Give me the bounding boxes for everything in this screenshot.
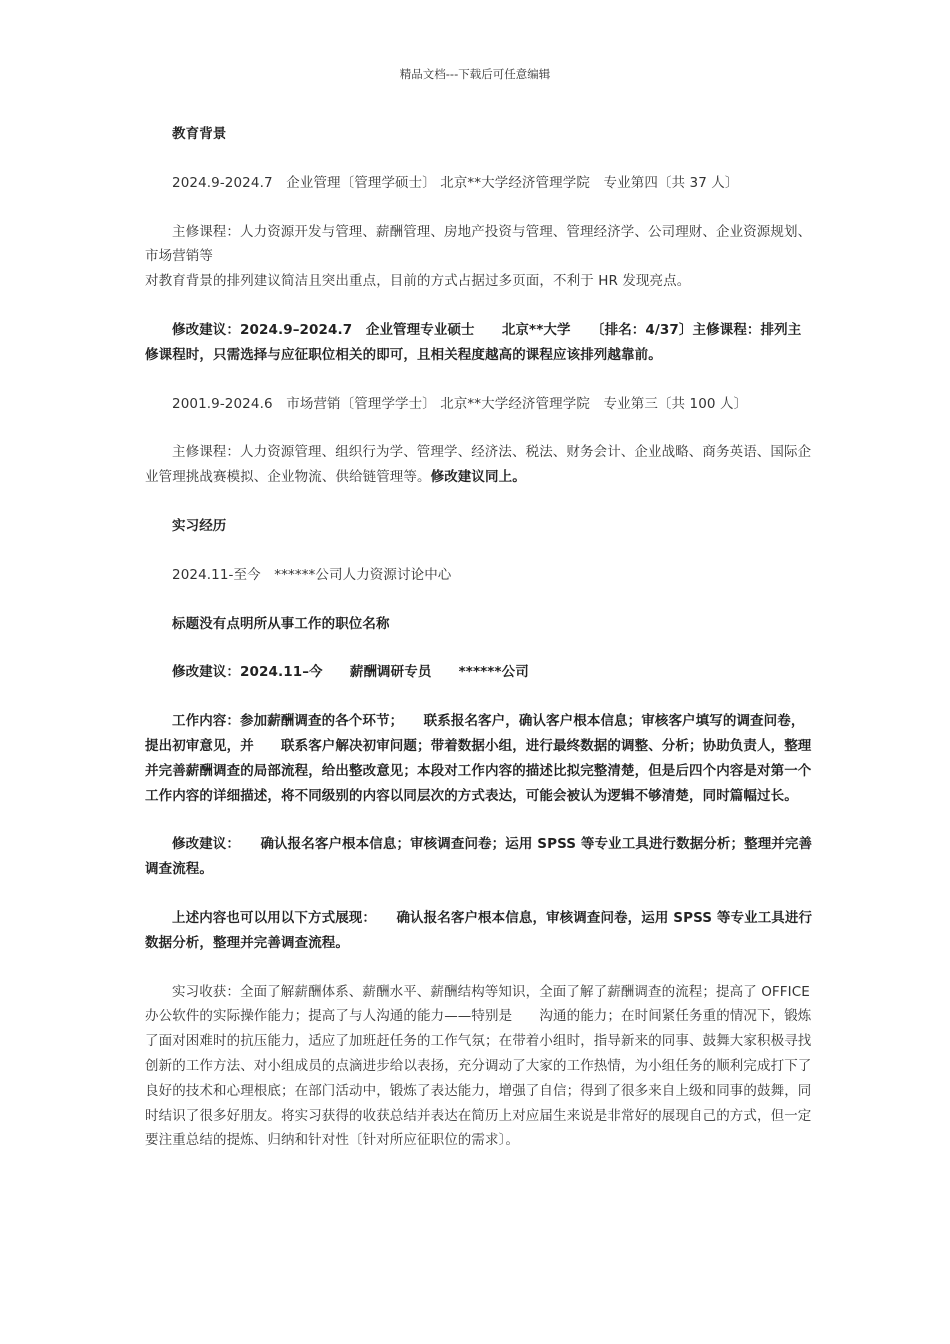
work-alternative: 上述内容也可以用以下方式展现： 确认报名客户根本信息，审核调查问卷，运用 SPSS 等专业工具进行数据分析，整理并完善调查流程。 <box>145 909 813 951</box>
education-comment-1: 对教育背景的排列建议简洁且突出重点，目前的方式占据过多页面，不利于 HR 发现亮点。 <box>145 273 691 290</box>
education-entry-1: 2024.9-2024.7 企业管理〔管理学硕士〕 北京**大学经济管理学院 专业第四〔共 37 人〕 <box>172 174 739 191</box>
work-suggestion: 修改建议： 确认报名客户根本信息；审核调查问卷；运用 SPSS 等专业工具进行数据分析；整理并完善调查流程。 <box>145 836 813 878</box>
education-courses-1: 主修课程：人力资源开发与管理、薪酬管理、房地产投资与管理、管理经济学、公司理财、企业资源规划、市场营销等 <box>145 223 812 265</box>
internship-comment: 标题没有点明所从事工作的职位名称 <box>172 615 390 632</box>
education-suggestion-1: 修改建议：2024.9–2024.7 企业管理专业硕士 北京**大学 〔排名：4/37〕主修课程：排列主修课程时，只需选择与应征职位相关的即可，且相关程度越高的课程应该排列越靠前。 <box>145 321 802 363</box>
work-content: 工作内容：参加薪酬调查的各个环节； 联系报名客户，确认客户根本信息；审核客户填写的调查问卷，提出初审意见，并 联系客户解决初审问题；带着数据小组，进行最终数据的调整、分析；协助负责人，整理并完善薪酬调查的局部流程，给出整改意见；本段对工作内容的描述比拟完整清楚，但是后四个内容是对第一个工作内容的详细描述，将不同级别的内容以同层次的方式表达，可能会被认为逻辑不够清楚，同时篇幅过长。 <box>145 713 812 804</box>
section-title-internship: 实习经历 <box>172 517 227 534</box>
education-suggestion-2: 修改建议同上。 <box>430 469 526 486</box>
internship-gains: 实习收获：全面了解薪酬体系、薪酬水平、薪酬结构等知识，全面了解了薪酬调查的流程；提高了 OFFICE 办公软件的实际操作能力；提高了与人沟通的能力——特别是 沟通的能力；在时间紧任务重的情况下，锻炼了面对困难时的抗压能力，适应了加班赶任务的工作气氛；在带着小组时，指导新来的同事、鼓舞大家积极寻找创新的工作方法、对小组成员的点滴进步给以表扬，充分调动了大家的工作热情，为小组任务的顺利完成打下了良好的技术和心理根底；在部门活动中，锻炼了表达能力，增强了自信；得到了很多来自上级和同事的鼓舞，同时结识了很多好朋友。将实习获得的收获总结并表达在简历上对应届生来说是非常好的展现自己的方式，但一定要注重总结的提炼、归纳和针对性〔针对所应征职位的需求〕。 <box>145 983 812 1149</box>
education-entry-2: 2001.9-2024.6 市场营销〔管理学学士〕 北京**大学经济管理学院 专业第三〔共 100 人〕 <box>172 395 748 412</box>
internship-entry: 2024.11-至今 ******公司人力资源讨论中心 <box>172 566 452 583</box>
section-title-education: 教育背景 <box>172 126 227 142</box>
education-courses-2-text: 主修课程：人力资源管理、组织行为学、管理学、经济法、税法、财务会计、企业战略、商务英语、国际企业管理挑战赛模拟、企业物流、供给链管理等。 <box>145 444 812 486</box>
page-header: 精品文档---下载后可任意编辑 <box>399 67 551 81</box>
document-body <box>145 122 813 1177</box>
education-courses-2 <box>145 440 813 490</box>
internship-suggestion: 修改建议：2024.11–今 薪酬调研专员 ******公司 <box>172 664 529 681</box>
